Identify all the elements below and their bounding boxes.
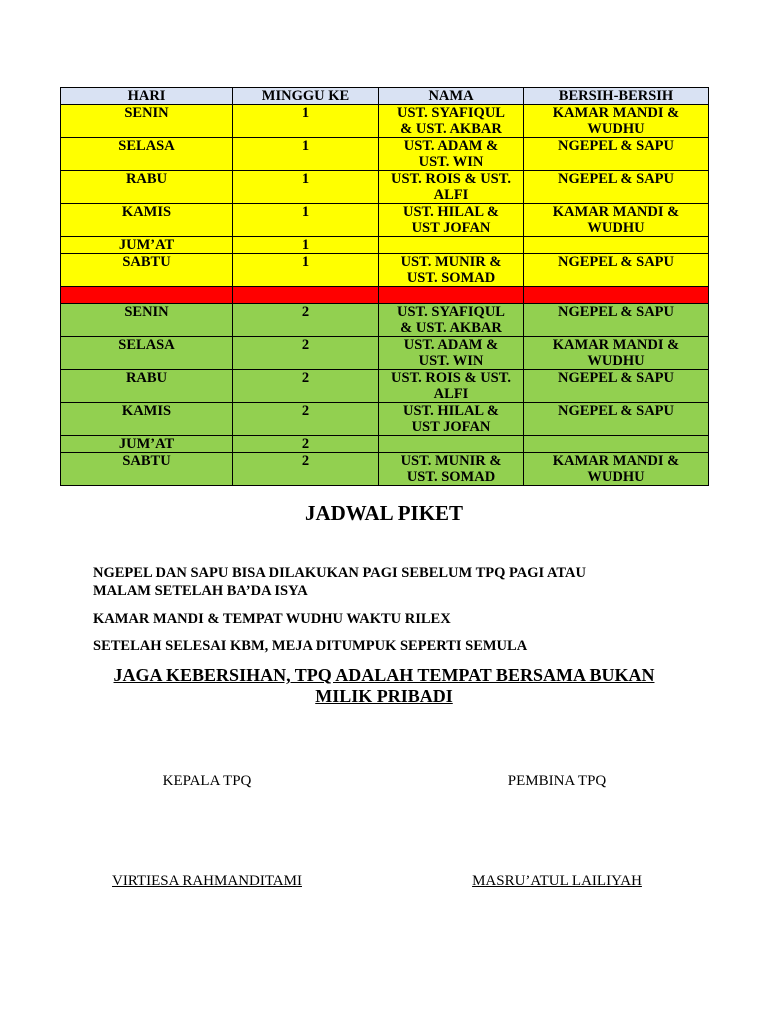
cell-nama xyxy=(379,403,524,436)
table-row xyxy=(61,370,709,403)
cell-hari: JUM’AT xyxy=(61,436,233,453)
cell-bersih-bersih xyxy=(524,105,709,138)
note-1-line-2: MALAM SETELAH BA’DA ISYA xyxy=(93,583,308,599)
cell-bersih-bersih xyxy=(524,453,709,486)
tugas-line: WUDHU xyxy=(587,220,645,236)
table-row xyxy=(61,453,709,486)
cell-bersih-bersih xyxy=(524,237,709,254)
cell-hari: SENIN xyxy=(61,105,233,138)
tugas-line: NGEPEL & SAPU xyxy=(557,304,674,320)
tugas-line: WUDHU xyxy=(587,353,645,369)
nama-line: UST. HILAL & xyxy=(402,204,500,220)
nama-line: UST JOFAN xyxy=(411,220,491,236)
week1-rows xyxy=(61,105,709,287)
cell-minggu-ke: 2 xyxy=(233,403,379,436)
nama-line: UST. SYAFIQUL xyxy=(397,105,505,121)
slogan-line-1: JAGA KEBERSIHAN, TPQ ADALAH TEMPAT BERSAMA BUKAN xyxy=(113,665,655,685)
nama-line: UST. ROIS & UST. xyxy=(391,370,511,386)
nama-line: & UST. AKBAR xyxy=(400,121,502,137)
cell-hari: SENIN xyxy=(61,304,233,337)
cell-bersih-bersih xyxy=(524,171,709,204)
cell-minggu-ke: 2 xyxy=(233,453,379,486)
cell-bersih-bersih xyxy=(524,304,709,337)
cell-minggu-ke: 1 xyxy=(233,204,379,237)
tugas-line: NGEPEL & SAPU xyxy=(557,254,674,270)
cell-bersih-bersih xyxy=(524,204,709,237)
slogan-line-2: MILIK PRIBADI xyxy=(315,686,453,706)
note-3 xyxy=(93,637,673,655)
tugas-line: NGEPEL & SAPU xyxy=(557,138,674,154)
cell-bersih-bersih xyxy=(524,337,709,370)
cell-nama xyxy=(379,254,524,287)
nama-line: UST. ADAM & xyxy=(403,138,499,154)
cell-bersih-bersih xyxy=(524,254,709,287)
tugas-line: KAMAR MANDI & xyxy=(552,337,680,353)
nama-line: ALFI xyxy=(433,187,469,203)
cell-minggu-ke: 1 xyxy=(233,105,379,138)
cell-minggu-ke: 2 xyxy=(233,370,379,403)
tugas-line: KAMAR MANDI & xyxy=(552,204,680,220)
cell-nama xyxy=(379,105,524,138)
cell-nama xyxy=(379,237,524,254)
nama-line: & UST. AKBAR xyxy=(400,320,502,336)
separator-cell xyxy=(379,287,524,304)
cell-nama xyxy=(379,171,524,204)
table-row xyxy=(61,304,709,337)
table-row xyxy=(61,105,709,138)
table-row xyxy=(61,171,709,204)
tugas-line: KAMAR MANDI & xyxy=(552,453,680,469)
kepala-tpq-role: KEPALA TPQ xyxy=(162,773,252,789)
cell-hari: JUM’AT xyxy=(61,237,233,254)
tugas-line: WUDHU xyxy=(587,469,645,485)
nama-line: UST. ROIS & UST. xyxy=(391,171,511,187)
separator-cell xyxy=(61,287,233,304)
cell-minggu-ke: 2 xyxy=(233,337,379,370)
cell-hari: SABTU xyxy=(61,254,233,287)
cell-minggu-ke: 1 xyxy=(233,171,379,204)
pembina-tpq-name: MASRU’ATUL LAILIYAH xyxy=(472,873,642,889)
table-row xyxy=(61,254,709,287)
nama-line: UST. SOMAD xyxy=(406,270,496,286)
cell-bersih-bersih xyxy=(524,138,709,171)
tugas-line: KAMAR MANDI & xyxy=(552,105,680,121)
note-3-line-1: SETELAH SELESAI KBM, MEJA DITUMPUK SEPERTI SEMULA xyxy=(93,638,528,654)
header-bersih-bersih: BERSIH-BERSIH xyxy=(524,88,709,105)
cell-nama xyxy=(379,138,524,171)
cell-nama xyxy=(379,453,524,486)
nama-line: UST. WIN xyxy=(418,353,484,369)
cell-nama xyxy=(379,204,524,237)
note-1 xyxy=(93,564,673,600)
tugas-line: NGEPEL & SAPU xyxy=(557,171,674,187)
cell-hari: KAMIS xyxy=(61,403,233,436)
nama-line: UST. SOMAD xyxy=(406,469,496,485)
cell-hari: RABU xyxy=(61,171,233,204)
nama-line: UST. SYAFIQUL xyxy=(397,304,505,320)
cell-hari: KAMIS xyxy=(61,204,233,237)
cell-bersih-bersih xyxy=(524,436,709,453)
table-row xyxy=(61,337,709,370)
week2-rows xyxy=(61,304,709,486)
tugas-line: NGEPEL & SAPU xyxy=(557,403,674,419)
note-1-line-1: NGEPEL DAN SAPU BISA DILAKUKAN PAGI SEBELUM TPQ PAGI ATAU xyxy=(93,565,586,581)
cell-hari: RABU xyxy=(61,370,233,403)
note-2 xyxy=(93,610,673,628)
cell-bersih-bersih xyxy=(524,403,709,436)
cell-hari: SELASA xyxy=(61,138,233,171)
header-minggu-ke: MINGGU KE xyxy=(233,88,379,105)
tugas-line: NGEPEL & SAPU xyxy=(557,370,674,386)
nama-line: UST. WIN xyxy=(418,154,484,170)
page-title: JADWAL PIKET xyxy=(304,501,464,525)
nama-line: UST. HILAL & xyxy=(402,403,500,419)
cell-hari: SABTU xyxy=(61,453,233,486)
header-hari: HARI xyxy=(61,88,233,105)
cell-minggu-ke: 2 xyxy=(233,304,379,337)
nama-line: ALFI xyxy=(433,386,469,402)
cell-nama xyxy=(379,337,524,370)
table-row xyxy=(61,237,709,254)
cell-nama xyxy=(379,304,524,337)
table-row xyxy=(61,138,709,171)
table-header-row xyxy=(61,88,709,105)
cell-minggu-ke: 1 xyxy=(233,254,379,287)
separator-cell xyxy=(524,287,709,304)
pembina-tpq-role: PEMBINA TPQ xyxy=(507,773,607,789)
table-row xyxy=(61,436,709,453)
tugas-line: WUDHU xyxy=(587,121,645,137)
note-2-line-1: KAMAR MANDI & TEMPAT WUDHU WAKTU RILEX xyxy=(93,611,451,627)
cell-minggu-ke: 1 xyxy=(233,237,379,254)
nama-line: UST. ADAM & xyxy=(403,337,499,353)
cell-minggu-ke: 1 xyxy=(233,138,379,171)
slogan xyxy=(0,665,768,707)
cell-nama xyxy=(379,436,524,453)
table-row xyxy=(61,403,709,436)
cell-nama xyxy=(379,370,524,403)
table-row xyxy=(61,204,709,237)
separator-cell xyxy=(233,287,379,304)
nama-line: UST. MUNIR & xyxy=(400,254,502,270)
nama-line: UST. MUNIR & xyxy=(400,453,502,469)
cell-minggu-ke: 2 xyxy=(233,436,379,453)
cell-hari: SELASA xyxy=(61,337,233,370)
nama-line: UST JOFAN xyxy=(411,419,491,435)
week-separator-row xyxy=(61,287,709,304)
header-nama: NAMA xyxy=(379,88,524,105)
kepala-tpq-name: VIRTIESA RAHMANDITAMI xyxy=(112,873,302,889)
cell-bersih-bersih xyxy=(524,370,709,403)
schedule-table xyxy=(60,87,709,486)
